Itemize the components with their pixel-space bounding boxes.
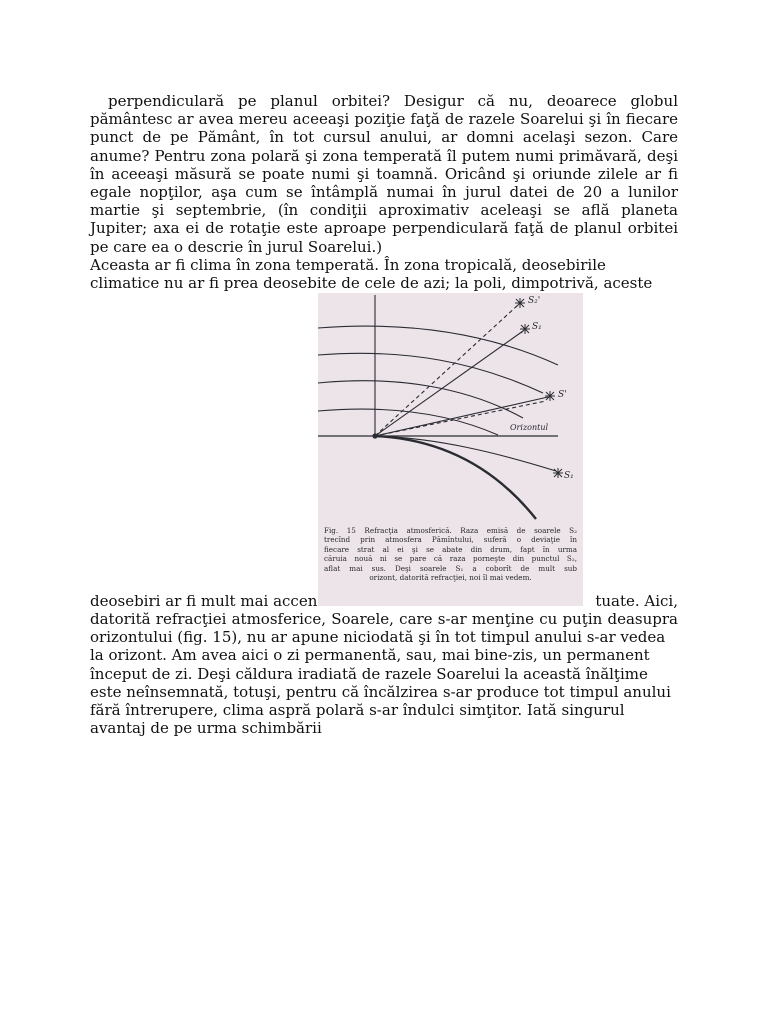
label-s-prime: S' [558,390,567,400]
paragraph-3-line-5: este neînsemnată, totuşi, pentru că încălzirea s-ar produce tot timpul anului [90,682,671,701]
paragraph-2-line-1: Aceasta ar fi clima în zona temperată. În zona tropicală, deosebirile [90,256,606,274]
paragraph-1-line-1: perpendiculară pe planul orbitei? Desigur că nu, deoarece globul [108,92,678,110]
dashed-ray-s2 [375,305,518,436]
paragraph-3-last-line: avantaj de pe urma schimbării [90,719,322,738]
observer-point [372,433,377,438]
label-s1-low: S₁ [564,471,574,481]
sun-s-prime-icon [545,391,555,401]
figure-caption [318,526,583,582]
sun-s1-upper-icon [520,324,530,334]
label-horizon: Orizontul [510,423,549,432]
caption-line-4: căruia nouă ni se pare că raza porneşte din punctul S₂, [324,554,577,564]
label-s1: S₁ [532,322,542,332]
figure-atmospheric-refraction [318,293,583,606]
refracted-ray-low [375,436,556,471]
curved-ray-upper [375,331,523,436]
atmosphere-layer-2 [318,353,543,393]
paragraph-1-line-7: martie şi septembrie, (în condiţii aproximativ aceleaşi se află planeta [90,201,678,220]
paragraph-1-line-2: pământesc ar avea mereu aceeaşi poziţie faţă de razele Soarelui şi în fiecare [90,110,678,129]
paragraph-3-line-4: început de zi. Deşi căldura iradiată de razele Soarelui la această înălţime [90,664,648,683]
sun-s1-low-icon [553,468,563,478]
paragraph-1-line-6: egale nopţilor, aşa cum se întâmplă numai în jurul datei de 20 a lunilor [90,183,678,202]
earth-surface-arc [375,436,536,519]
paragraph-2-line-2: climatice nu ar fi prea deosebite de cele de azi; la poli, dimpotrivă, aceste [90,274,653,293]
paragraph-3 [90,610,678,737]
caption-line-1: Fig. 15 Refracţia atmosferică. Raza emisă de soarele S₂ [324,526,577,535]
refraction-diagram [318,293,583,526]
paragraph-1-line-4: anume? Pentru zona polară şi zona temperată îl putem numi primăvară, deşi [90,146,678,165]
paragraph-1-line-3: punct de pe Pământ, în tot cursul anului, ar domni acelaşi sezon. Care [90,128,678,147]
caption-line-3: fiecare strat al ei şi se abate din drum, fapt în urma [324,544,577,554]
label-s2-prime: S₂' [528,296,541,306]
paragraph-1-line-5: în aceeaşi măsură se poate numi şi toamnă. Oricând şi oriunde zilele ar fi [90,164,678,183]
wrap-line-right: tuate. Aici, [595,592,678,610]
paragraph-3-line-1: datorită refracţiei atmosferice, Soarele, care s-ar menţine cu puţin deasupra [90,610,678,628]
caption-line-2: trecînd prin atmosfera Pămîntului, suferă o deviaţie în [324,535,577,545]
caption-line-6: orizont, datorită refracţiei, noi îl mai vedem. [369,573,532,583]
caption-line-5: aflat mai sus. Deşi soarele S₁ a coborît de mult sub [324,563,577,573]
paragraph-3-line-2: orizontului (fig. 15), nu ar apune niciodată şi în tot timpul anului s-ar vedea [90,628,666,647]
paragraph-1 [90,92,678,256]
wrap-line-left: deosebiri ar fi mult mai accen [90,592,318,610]
paragraph-1-line-8: Jupiter; axa ei de rotaţie este aproape perpendiculară faţă de planul orbitei [90,219,678,238]
paragraph-3-line-6: fără întrerupere, clima aspră polară s-ar îndulci simţitor. Iată singurul [90,701,625,720]
sun-s2-prime-icon [515,298,525,308]
paragraph-2 [90,256,655,292]
paragraph-1-last-line: pe care ea o descrie în jurul Soarelui.) [90,237,383,256]
paragraph-3-line-3: la orizont. Am avea aici o zi permanentă, sau, mai bine-zis, un permanent [90,646,650,665]
